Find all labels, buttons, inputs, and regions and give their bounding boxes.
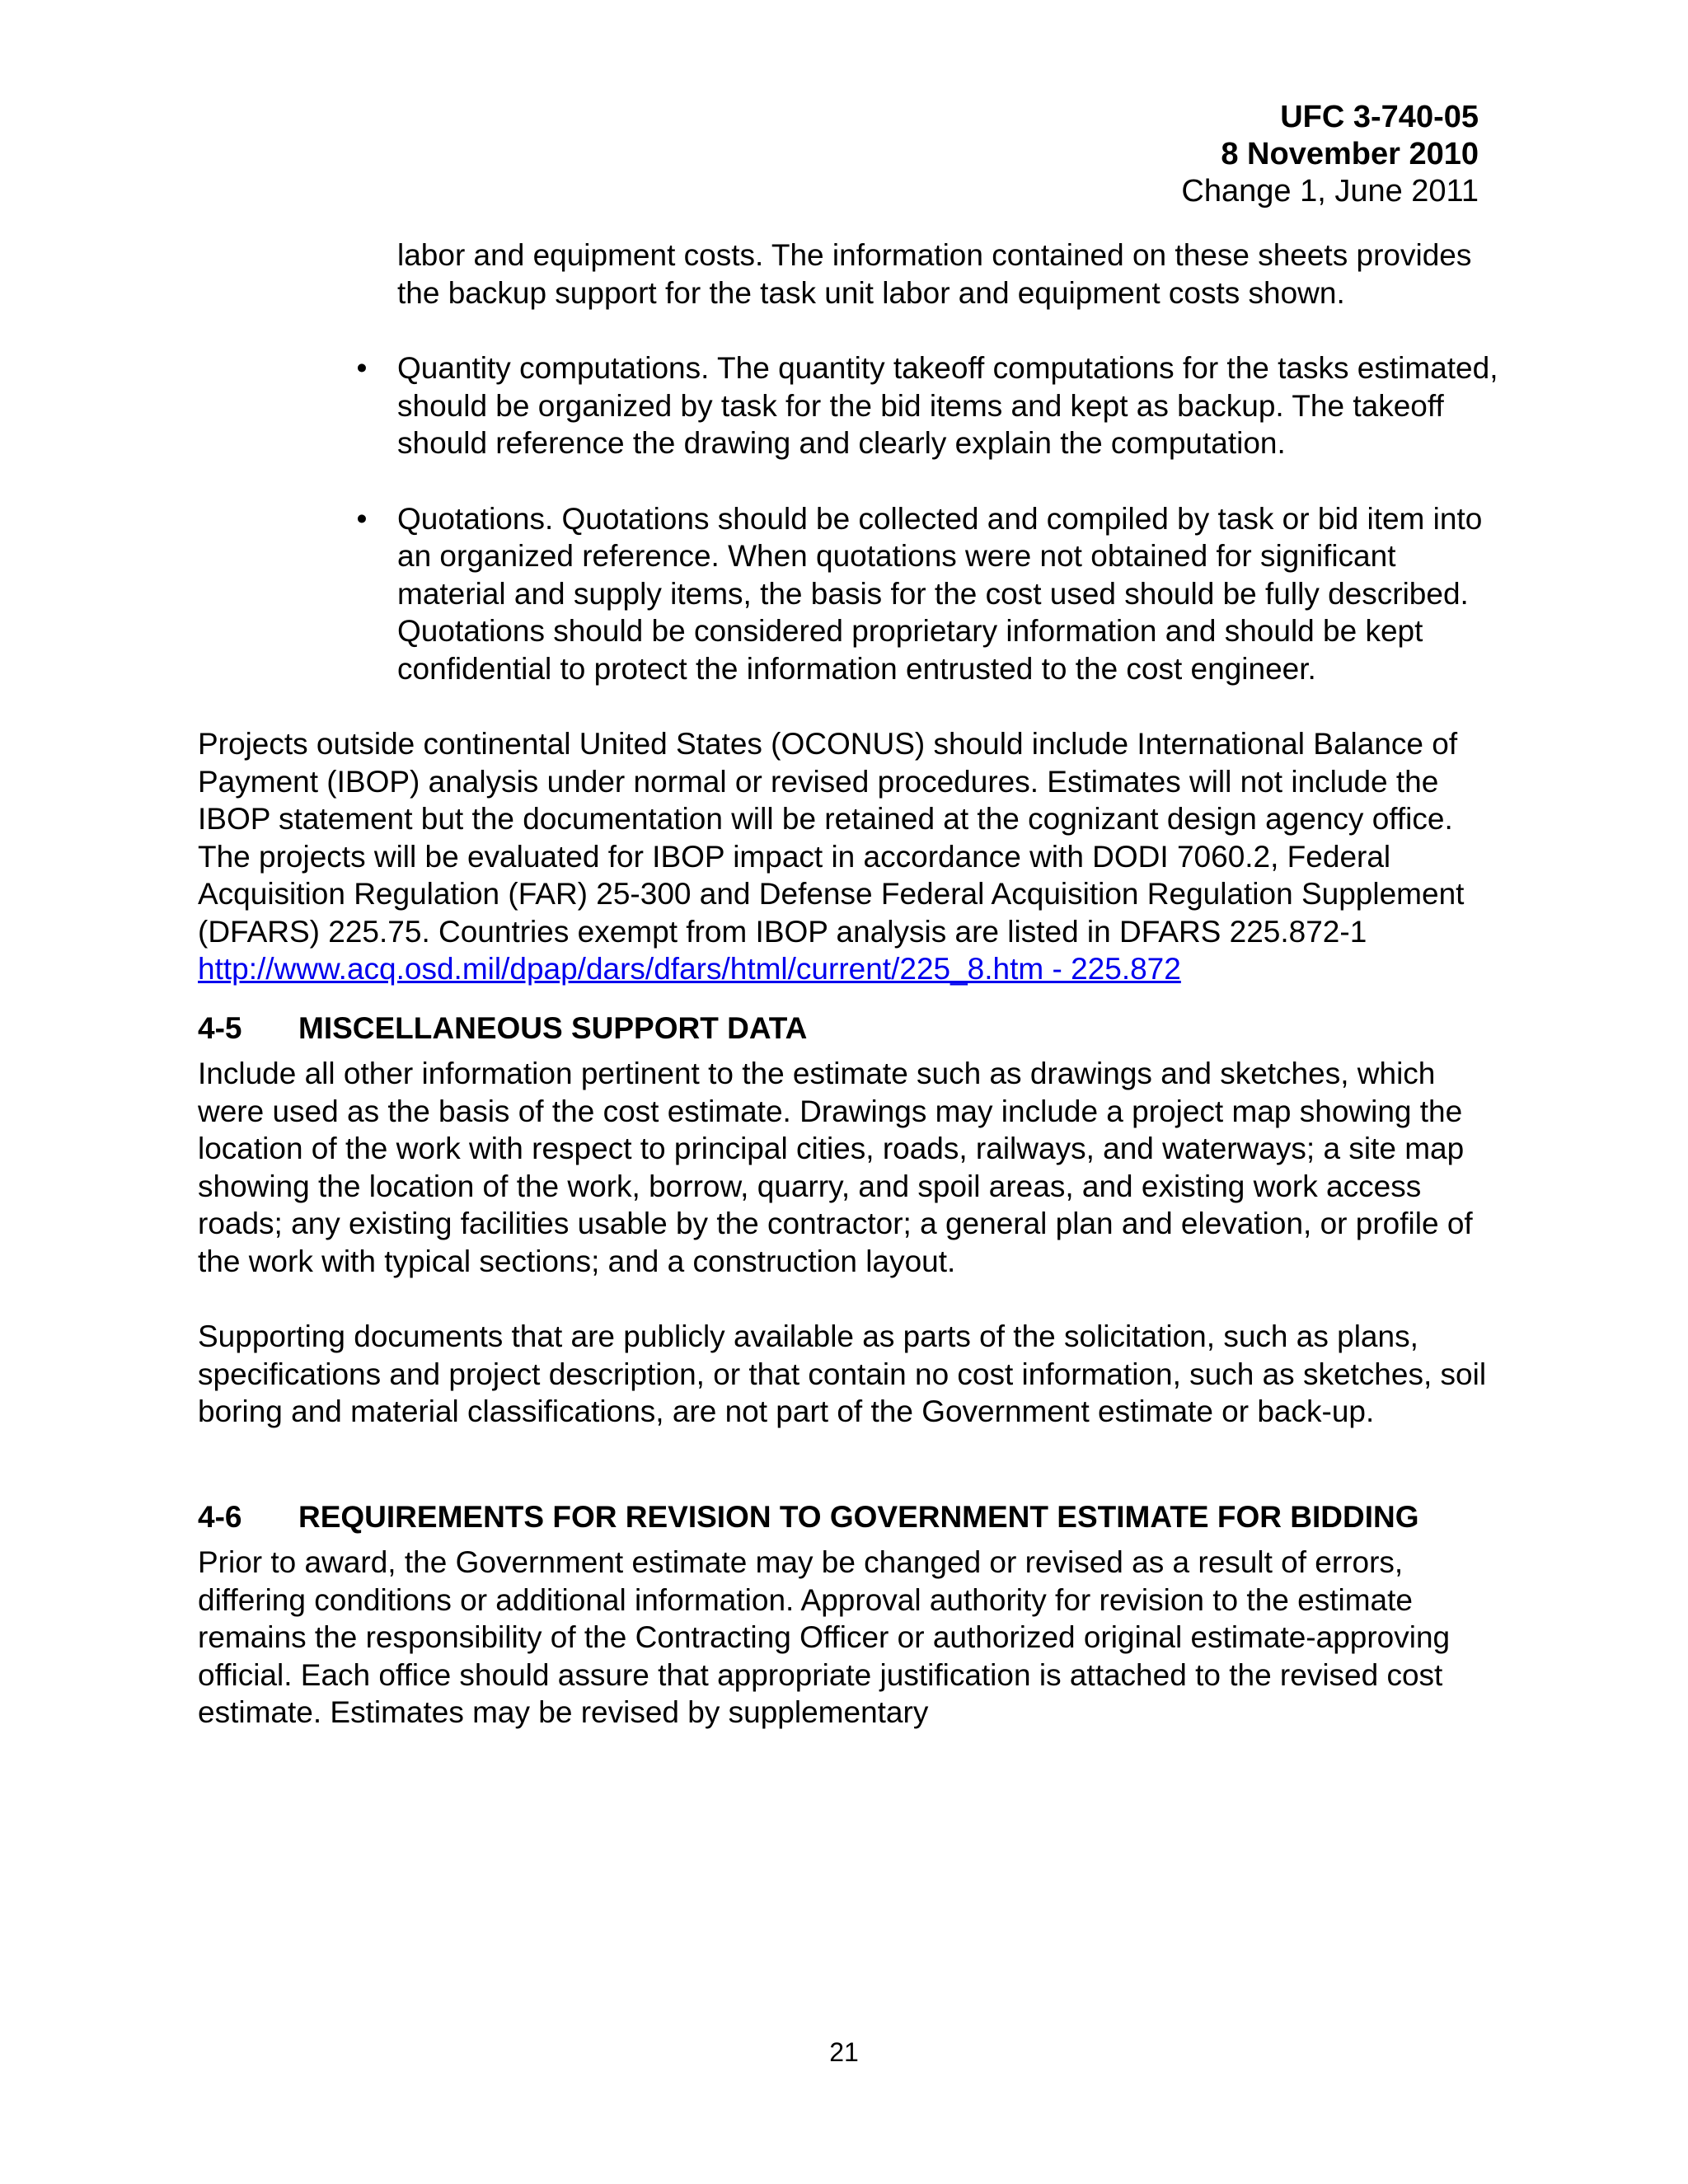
continuation-paragraph: labor and equipment costs. The information contained on these sheets provides the backup support for the task unit labor and equipment costs shown. — [397, 238, 1472, 310]
page-body — [198, 237, 1500, 1732]
section-paragraph: Include all other information pertinent to the estimate such as drawings and sketches, which were used as the basis of the cost estimate. Drawings may include a project map showing the location of the work with respect to principal cities, roads, railways, and waterways; a site map showing the location of the work, borrow, quarry, and spoil areas, and existing work access roads; any existing facilities usable by the contractor; a general plan and elevation, or profile of the work with typical sections; and a construction layout. — [198, 1057, 1473, 1278]
section-heading-4-5 — [198, 1010, 1500, 1047]
section-number: 4-6 — [198, 1499, 242, 1534]
section-title: MISCELLANEOUS SUPPORT DATA — [298, 1010, 808, 1045]
page-header — [1181, 99, 1479, 210]
document-id: UFC 3-740-05 — [1280, 100, 1479, 134]
oconus-paragraph — [198, 725, 1500, 988]
oconus-text: Projects outside continental United States (OCONUS) should include International Balance of Payment (IBOP) analysis under normal or revised procedures. Estimates will not include the IBOP statement but the documentation will be retained at the cognizant design agency office. The projects will be evaluated for IBOP impact in accordance with DODI 7060.2, Federal Acquisition Regulation (FAR) 25-300 and Defense Federal Acquisition Regulation Supplement (DFARS) 225.75. Countries exempt from IBOP analysis are listed in DFARS 225.872-1 — [198, 727, 1465, 949]
section-heading-4-6 — [198, 1498, 1500, 1536]
section-title: REQUIREMENTS FOR REVISION TO GOVERNMENT ESTIMATE FOR BIDDING — [298, 1499, 1419, 1534]
document-date: 8 November 2010 — [1221, 137, 1479, 171]
bullet-list — [198, 349, 1500, 687]
bullet-icon: • — [356, 351, 368, 385]
section-number: 4-5 — [198, 1010, 242, 1045]
bullet-text: Quantity computations. The quantity takeoff computations for the tasks estimated, should be organized by task for the bid items and kept as backup. The takeoff should reference the drawing and clearly explain the computation. — [397, 351, 1498, 460]
list-item — [356, 349, 1500, 462]
bullet-text: Quotations. Quotations should be collected and compiled by task or bid item into an organized reference. When quotations were not obtained for significant material and supply items, the basis for the cost used should be fully described. Quotations should be considered proprietary information and should be kept confidential to protect the information entrusted to the cost engineer. — [397, 501, 1483, 686]
list-item — [356, 500, 1500, 688]
document-change-note: Change 1, June 2011 — [1181, 174, 1479, 209]
dfars-link[interactable]: http://www.acq.osd.mil/dpap/dars/dfars/html/current/225_8.htm - 225.872 — [198, 952, 1181, 986]
page-number: 21 — [829, 2037, 859, 2067]
section-paragraph: Supporting documents that are publicly available as parts of the solicitation, such as plans, specifications and project description, or that contain no cost information, such as sketches, soil boring and material classifications, are not part of the Government estimate or back-up. — [198, 1319, 1487, 1428]
section-paragraph: Prior to award, the Government estimate may be changed or revised as a result of errors, differing conditions or additional information. Approval authority for revision to the estimate remains the responsibility of the Contracting Officer or authorized original estimate-approving official. Each office should assure that appropriate justification is attached to the revised cost estimate. Estimates may be revised by supplementary — [198, 1545, 1451, 1729]
bullet-icon: • — [356, 501, 368, 536]
